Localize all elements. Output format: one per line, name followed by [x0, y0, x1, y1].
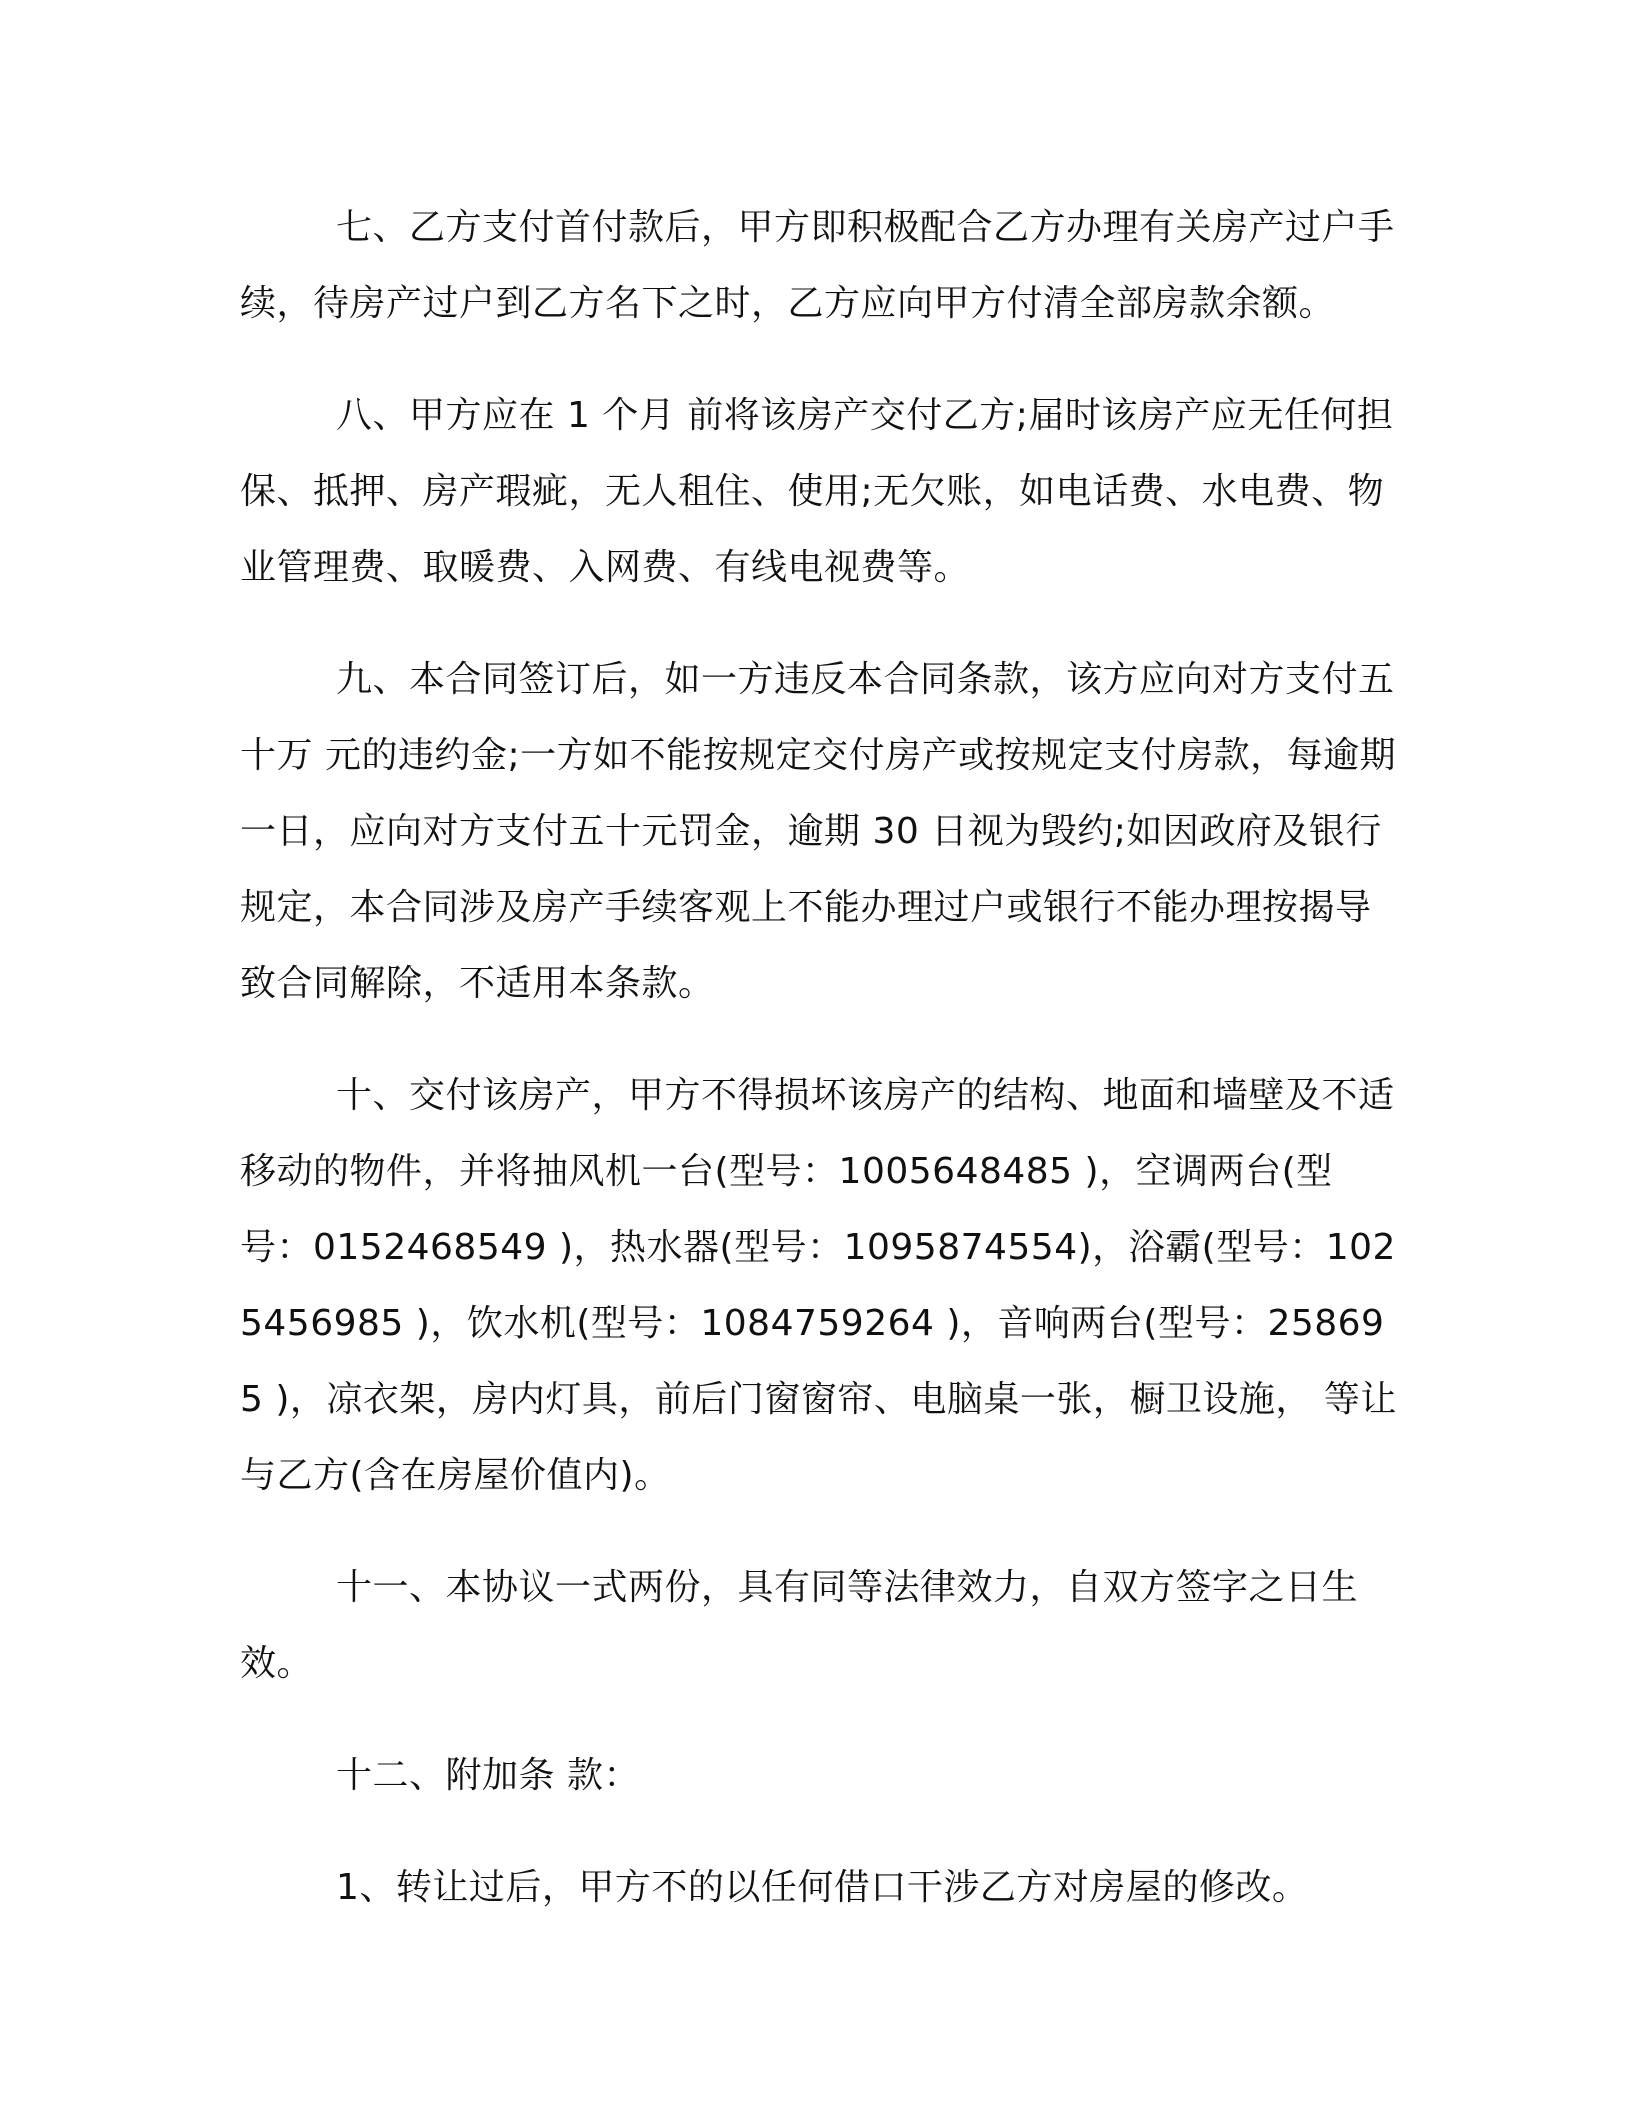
clause-8: 八、甲方应在 1 个月 前将该房产交付乙方;届时该房产应无任何担保、抵押、房产瑕疵，无人租住、使用;无欠账，如电话费、水电费、物业管理费、取暖费、入网费、有线电视费等。 — [240, 395, 1394, 588]
clause-12-heading: 十二、附加条 款： — [336, 1755, 640, 1796]
clause-11: 十一、本协议一式两份，具有同等法律效力，自双方签字之日生效。 — [240, 1567, 1359, 1684]
clause-7: 七、乙方支付首付款后，甲方即积极配合乙方办理有关房产过户手续，待房产过户到乙方名下之时，乙方应向甲方付清全部房款余额。 — [240, 207, 1395, 324]
document-body — [240, 190, 1405, 1962]
additional-term-1: 1、转让过后，甲方不的以任何借口干涉乙方对房屋的修改。 — [336, 1867, 1309, 1908]
clause-9: 九、本合同签订后，如一方违反本合同条款，该方应向对方支付五十万 元的违约金;一方如不能按规定交付房产或按规定支付房款，每逾期一日，应向对方支付五十元罚金，逾期 30 日视为毁约;如因政府及银行规定，本合同涉及房产手续客观上不能办理过户或银行不能办理按揭导致合同解除，不适用本条款。 — [240, 659, 1397, 1004]
clause-10: 十、交付该房产，甲方不得损坏该房产的结构、地面和墙壁及不适移动的物件，并将抽风机一台(型号：1005648485 )，空调两台(型号：0152468549 )，热水器(型号：1095874554)，浴霸(型号：1025456985 )，饮水机(型号：1084759264 )，音响两台(型号：258695 )，凉衣架，房内灯具，前后门窗窗帘、电脑桌一张，橱卫设施， 等让与乙方(含在房屋价值内)。 — [240, 1075, 1397, 1496]
